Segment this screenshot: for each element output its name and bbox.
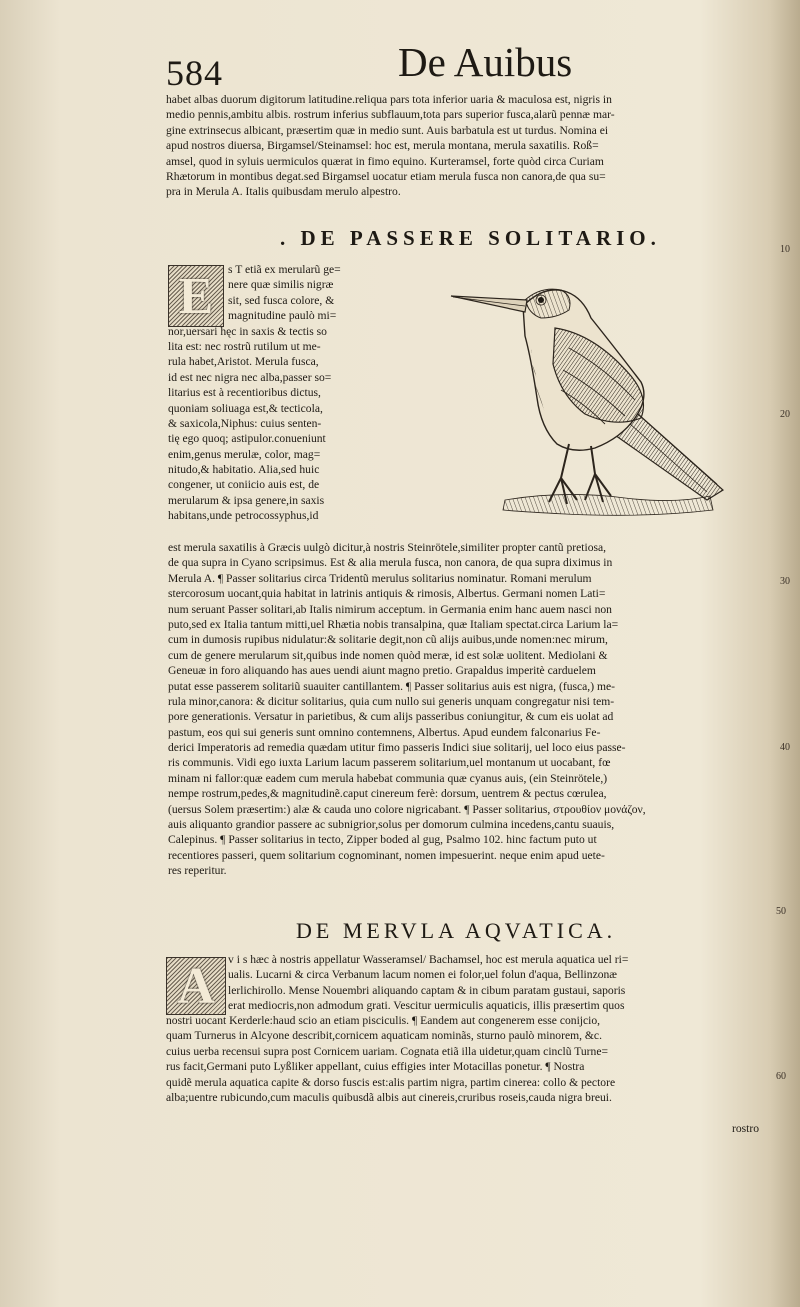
text-line: de qua supra in Cyano scripsimus. Est & alia merula fusca, non canora, de qua supra diximus in: [168, 556, 613, 570]
section2-wide-text: [166, 1013, 768, 1105]
text-line: quidẽ merula aquatica capite & dorso fuscis est:alis partim nigra, partim cinerea: collo & pectore: [166, 1075, 616, 1089]
text-line: res reperitur.: [168, 864, 227, 878]
margin-line-number: 50: [776, 906, 786, 917]
margin-line-number: 10: [780, 244, 790, 255]
text-line: merularum & ipsa genere,in saxis: [168, 493, 325, 507]
text-line: magnitudine paulò mi=: [228, 309, 337, 323]
margin-line-number: 40: [780, 742, 790, 753]
text-line: enim,genus merulæ, color, mag=: [168, 447, 321, 461]
text-line: pastum, eos qui sui generis sunt omnino contemnens, Albertus. Apud eundem falconarius Fe-: [168, 725, 601, 739]
text-line: cum de genere merularum sit,quibus inde nomen quòd meræ, id est solæ uolitent. Mediolani &: [168, 648, 608, 662]
text-line: habet albas duorum digitorum latitudine.reliqua pars tota inferior uaria & maculosa est, nigris in: [166, 93, 612, 106]
text-line: gine extrinsecus albicant, præsertim quæ in medio sunt. Auis barbatula est ut turdus. Nomina ei: [166, 123, 609, 137]
text-line: num seruant Passer solitari,ab Italis nimirum acceptum. in Germania enim hanc auem nasci non: [168, 602, 612, 616]
text-line: Rhætorum in montibus degat.sed Birgamsel uocatur etiam merula fusca non canora,de qua su=: [166, 169, 606, 183]
woodcut-bird-illustration: [445, 278, 737, 523]
section1-narrow-text: [168, 262, 386, 524]
section-heading-passer-solitarius: . DE PASSERE SOLITARIO.: [280, 226, 661, 250]
text-line: apud nostros diuersa, Birgamsel/Steinamsel: hoc est, merula montana, merula saxatilis. Roß=: [166, 139, 599, 153]
text-line: & saxicola,Niphus: cuius senten-: [168, 416, 322, 430]
section2-narrow-text: [228, 952, 768, 1014]
text-line: cum in dumosis rupibus nidulatur:& solitarie degit,non cũ alijs auibus,unde nomen:nec mirum,: [168, 633, 608, 647]
text-line: Calepinus. ¶ Passer solitarius in tecto, Zipper boded al gug, Psalmo 102. hinc factum puto ut: [168, 833, 597, 847]
text-line: Geneuæ in foro aliquando has aues uendi aiunt magno pretio. Grapaldus imperitè carduelem: [168, 664, 596, 678]
page-number: 584: [166, 53, 223, 93]
text-line: lita est: nec rostrũ rutilum ut me-: [168, 339, 321, 353]
text-line: derici Imperatoris ad remedia quædam utitur fimo passeris Indici siue solitarij, uel loco eius passe-: [168, 741, 626, 755]
text-line: (uersus Solem præsertim:) alæ & cauda uno colore nigricabant. ¶ Passer solitarius, στρουθίον μονάζον,: [168, 802, 646, 816]
initial-letter: E: [178, 267, 214, 325]
text-line: ris communis. Vidi ego iuxta Larium lacum passerem solitarium,uel montanum ut uocabant, fœ: [168, 756, 611, 770]
section-heading-merula-aquatica: DE MERVLA AQVATICA.: [296, 918, 617, 943]
text-line: s T etiã ex merularũ ge=: [228, 263, 341, 276]
text-line: rula minor,canora: & dicitur solitarius, quia cum nullo sui generis unquam congregatur nisi tem-: [168, 694, 615, 708]
text-line: rula habet,Aristot. Merula fusca,: [168, 355, 319, 369]
text-line: nor,uersari hęc in saxis & tectis so: [168, 324, 327, 338]
text-line: erat mediocris,non admodum grati. Vescitur uermiculis aquaticis, illis præsertim quos: [228, 999, 625, 1013]
margin-line-number: 30: [780, 576, 790, 587]
decorated-initial-a: [166, 957, 226, 1015]
text-line: puto,sed ex Italia tantum mitti,uel Rhætia nobis transalpina, quæ Italiam spectat.circa Larium la=: [168, 617, 619, 631]
text-line: pore generationis. Versatur in parietibus, & cum alijs passeribus coniungitur, & cum eis uolat ad: [168, 710, 614, 724]
text-line: quam Turnerus in Alcyone describit,cornicem aquaticam nominãs, sturno paulò minorem, &c.: [166, 1029, 602, 1043]
text-line: nitudo,& habitatio. Alia,sed huic: [168, 463, 320, 477]
text-line: est merula saxatilis à Græcis uulgò dicitur,à nostris Steinrötele,similiter propter cantũ pretiosa,: [168, 541, 607, 554]
initial-letter: A: [177, 957, 215, 1015]
text-line: recentiores passeri, quem solitarium cognominant, nomen impesuerint. neque enim apud uete-: [168, 848, 605, 862]
text-line: nere quæ similis nigræ: [228, 278, 334, 292]
text-line: lerlichirollo. Mense Nouembri aliquando captam & in cibum paratam gustaui, saporis: [228, 983, 626, 997]
text-line: v i s hæc à nostris appellatur Wasseramsel/ Bachamsel, hoc est merula aquatica uel ri=: [228, 953, 629, 966]
text-line: habitans,unde petrocossyphus,id: [168, 509, 319, 523]
intro-paragraph: [166, 92, 764, 200]
text-line: pra in Merula A. Italis quibusdam merulo alpestro.: [166, 185, 401, 199]
margin-line-number: 60: [776, 1071, 786, 1082]
text-line: quoniam soliuaga est,& tecticola,: [168, 401, 323, 415]
text-line: auis aliquanto grandior passere ac subnigrior,solus per domorum culmina incedens,cantu suauis,: [168, 818, 615, 832]
text-line: alba;uentre rubicundo,cum maculis quibusdã albis aut cinereis,cruribus roseis,cauda nigra breui.: [166, 1090, 612, 1104]
text-line: stercorosum uocant,quia habitat in latrinis antiquis & rimosis, Albertus. Germani nomen Lati=: [168, 587, 606, 601]
text-line: cuius uerba recensui supra post Cornicem uariam. Cognata etiã illa uidetur,quam cinclũ Turne=: [166, 1044, 609, 1058]
text-line: nempe rostrum,pedes,& magnitudinẽ.caput cinereum ferè: dorsum, uentrem & pectus cœrulea,: [168, 787, 607, 801]
text-line: medio pennis,ambitu albis. rostrum inferius subflauum,tota pars superior fusca,alarũ pennæ mar-: [166, 108, 615, 122]
text-line: putat esse passerem solitariũ suauiter cantillantem. ¶ Passer solitarius auis est nigra, (fusca,) me-: [168, 679, 615, 693]
catchword: rostro: [732, 1122, 760, 1135]
text-line: sit, sed fusca colore, &: [228, 293, 335, 307]
text-line: Merula A. ¶ Passer solitarius circa Tridentũ merulus solitarius nominatur. Romani merulum: [168, 571, 592, 585]
margin-line-number: 20: [780, 409, 790, 420]
section1-wide-text: [168, 540, 766, 879]
running-title: De Auibus: [398, 39, 573, 85]
text-line: tię ego quoq; astipulor.conueniunt: [168, 432, 326, 446]
text-line: congener, ut coniicio auis est, de: [168, 478, 320, 492]
text-line: amsel, quod in syluis uermiculos quærat in fimo equino. Kurteramsel, forte quòd circa Curiam: [166, 154, 604, 168]
text-line: id est nec nigra nec alba,passer so=: [168, 370, 332, 384]
text-line: litarius est à recentioribus dictus,: [168, 386, 321, 400]
text-line: rus facit,Germani puto Lyßliker appellant, cuius effigies inter Motacillas ponetur. ¶ Nostra: [166, 1060, 585, 1074]
text-line: minam ni fallor:quæ eadem cum merula habebat communia quæ cyanus auis, (ein Steinrötele,): [168, 771, 608, 785]
text-line: ualis. Lucarni & circa Verbanum lacum nomen ei folor,uel folun d'aqua, Bellinzonæ: [228, 968, 618, 982]
text-line: nostri uocant Kerderle:haud scio an etiam pisciculis. ¶ Eandem aut congenerem esse conijcio,: [166, 1014, 601, 1027]
